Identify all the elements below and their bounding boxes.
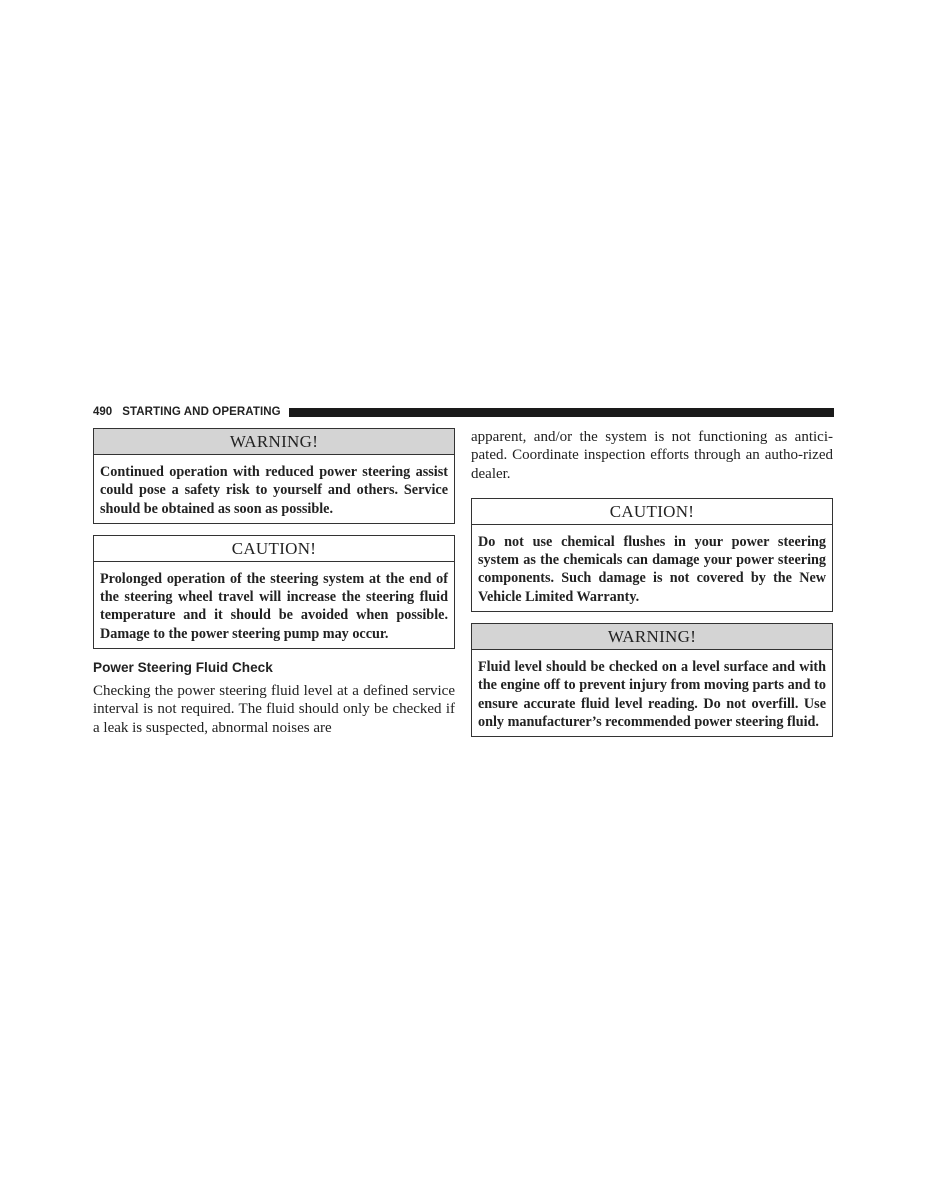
page-number: 490 xyxy=(93,406,113,418)
warning-box-title: WARNING! xyxy=(472,624,832,650)
warning-box-title: WARNING! xyxy=(94,429,454,455)
subheading-fluid-check: Power Steering Fluid Check xyxy=(93,660,273,676)
paragraph-fluid-check: Checking the power steering fluid level at a defined service interval is not required. The fluid should only be checked if a leak is suspected, abnormal noises are xyxy=(93,683,455,736)
header-rule xyxy=(289,408,834,417)
warning-box-fluid-level xyxy=(471,623,833,737)
right-column xyxy=(471,428,833,748)
warning-box-text: Continued operation with reduced power steering assist could pose a safety risk to yourself and others. Service should be obtained as soon as possible. xyxy=(100,464,448,517)
warning-box-text: Fluid level should be checked on a level surface and with the engine off to prevent injury from moving parts and to ensure accurate fluid level reading. Do not overfill. Use only manufacturer’s recommended power steering fluid. xyxy=(478,659,826,730)
warning-box-steering-assist xyxy=(93,428,455,524)
caution-box-title: CAUTION! xyxy=(472,499,832,525)
left-column xyxy=(93,428,455,737)
caution-box-chemical-flush xyxy=(471,498,833,612)
paragraph-continued: apparent, and/or the system is not functioning as antici-pated. Coordinate inspection efforts through an autho-rized dealer. xyxy=(471,429,833,482)
section-title: STARTING AND OPERATING xyxy=(122,406,281,418)
page-header xyxy=(93,405,834,419)
caution-box-steering-travel xyxy=(93,535,455,649)
caution-box-text: Do not use chemical flushes in your power steering system as the chemicals can damage your power steering components. Such damage is not covered by the New Vehicle Limited Warranty. xyxy=(478,533,826,605)
caution-box-text: Prolonged operation of the steering system at the end of the steering wheel travel will increase the steering fluid temperature and it should be avoided when possible. Damage to the power steering pump may occur. xyxy=(100,570,448,642)
caution-box-title: CAUTION! xyxy=(94,536,454,562)
